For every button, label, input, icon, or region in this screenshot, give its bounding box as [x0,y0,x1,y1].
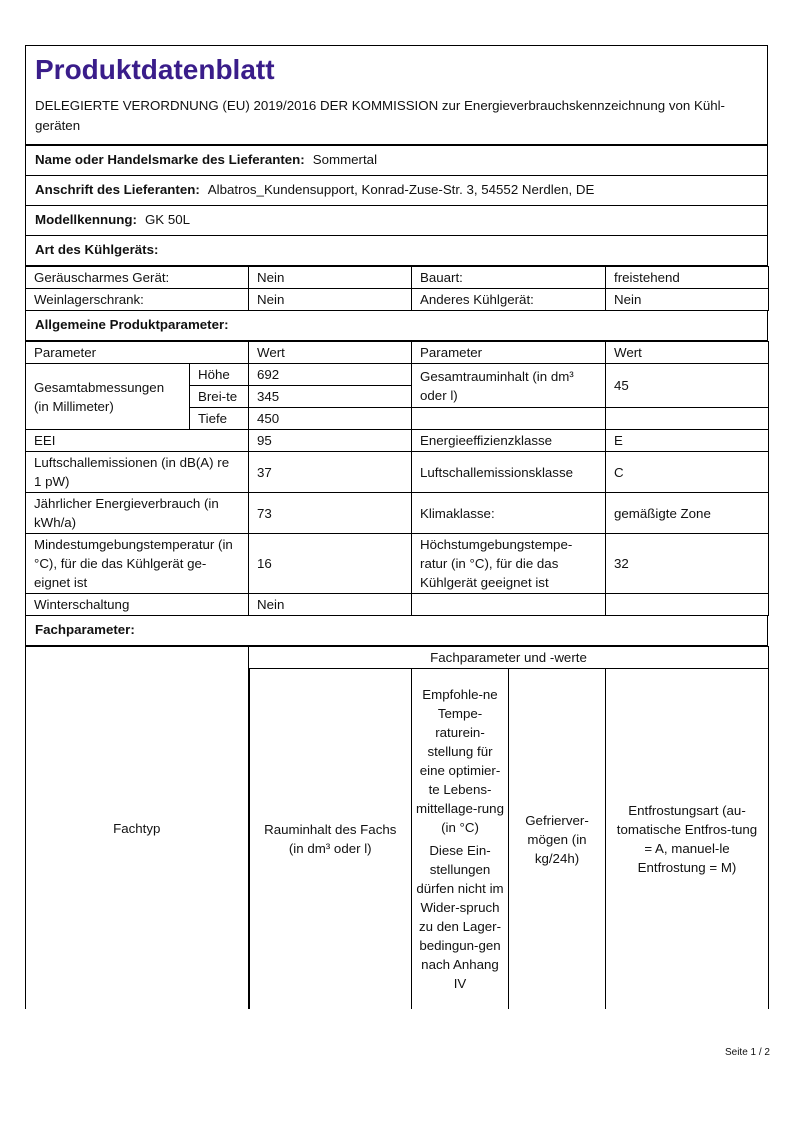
type-section-heading: Art des Kühlgeräts: [25,236,768,266]
type-key: Anderes Kühlgerät: [412,289,606,311]
page-title: Produktdatenblatt [35,54,275,85]
table-row [26,364,769,386]
param-key: Luftschallemissionen (in dB(A) re 1 pW) [26,452,249,493]
param-value: 37 [249,452,412,493]
address-label: Anschrift des Lieferanten: [35,182,200,197]
regulation-text: DELEGIERTE VERORDNUNG (EU) 2019/2016 DER KOMMISSION zur Energieverbrauchskennzeichnung von Kühl-geräten [26,94,767,145]
page-number: Seite 1 / 2 [724,1047,770,1058]
param-value [606,594,769,616]
height-label: Höhe [190,364,249,386]
fach-type-header: Fachtyp [26,647,249,1010]
temperature-header [412,669,509,1010]
general-table [25,341,769,616]
table-header-row [26,342,769,364]
type-key: Weinlagerschrank: [26,289,249,311]
param-key: Energieeffizienzklasse [412,430,606,452]
volume-value: 45 [606,364,769,408]
general-section-heading: Allgemeine Produktparameter: [25,311,768,341]
type-table [25,266,769,311]
type-value: freistehend [606,267,769,289]
fach-group-header: Fachparameter und -werte [249,647,769,669]
param-key: Klimaklasse: [412,493,606,534]
param-value: E [606,430,769,452]
model-value: GK 50L [144,212,191,227]
param-key: Luftschallemissionsklasse [412,452,606,493]
table-row [26,647,769,669]
param-value: C [606,452,769,493]
volume-header: Rauminhalt des Fachs (in dm³ oder l) [249,669,412,1010]
address-value: Albatros_Kundensupport, Konrad-Zuse-Str. 3, 54552 Nerdlen, DE [207,182,595,197]
type-value: Nein [606,289,769,311]
table-row [26,534,769,594]
freezing-capacity-header: Gefrierver-mögen (in kg/24h) [509,669,606,1010]
fach-section-heading: Fachparameter: [25,616,768,646]
width-label: Brei-te [190,386,249,408]
param-key: EEI [26,430,249,452]
table-row [26,493,769,534]
model-row [25,206,768,236]
param-value: 73 [249,493,412,534]
model-label: Modellkennung: [35,212,137,227]
empty-cell [606,408,769,430]
param-value: Nein [249,594,412,616]
address-row [25,176,768,206]
table-row [26,452,769,493]
column-header: Parameter [412,342,606,364]
param-key: Winterschaltung [26,594,249,616]
table-row [26,267,769,289]
param-value: gemäßigte Zone [606,493,769,534]
supplier-value: Sommertal [312,152,378,167]
volume-label: Gesamtrauminhalt (in dm³ oder l) [412,364,606,408]
table-row [26,594,769,616]
height-value: 692 [249,364,412,386]
column-header: Parameter [26,342,249,364]
param-value: 32 [606,534,769,594]
dimensions-label: Gesamtabmessungen (in Millimeter) [26,364,190,430]
depth-value: 450 [249,408,412,430]
supplier-row [25,146,768,176]
table-row [26,430,769,452]
width-value: 345 [249,386,412,408]
param-value: 16 [249,534,412,594]
depth-label: Tiefe [190,408,249,430]
param-key: Höchstumgebungstempe-ratur (in °C), für die das Kühlgerät geeignet ist [412,534,606,594]
param-value: 95 [249,430,412,452]
table-row [26,289,769,311]
defrost-type-header: Entfrostungsart (au-tomatische Entfros-tung = A, manuel-le Entfrostung = M) [606,669,769,1010]
type-key: Geräuscharmes Gerät: [26,267,249,289]
fach-table [25,646,769,1009]
type-value: Nein [249,267,412,289]
param-key: Jährlicher Energieverbrauch (in kWh/a) [26,493,249,534]
header-box [25,45,768,146]
column-header: Wert [249,342,412,364]
type-key: Bauart: [412,267,606,289]
param-key: Mindestumgebungstemperatur (in °C), für die das Kühlgerät ge-eignet ist [26,534,249,594]
supplier-label: Name oder Handelsmarke des Lieferanten: [35,152,305,167]
type-value: Nein [249,289,412,311]
temperature-text: Empfohle-ne Tempe-raturein-stellung für eine optimier-te Lebens-mittellage-rung (in °C) [416,687,504,835]
column-header: Wert [606,342,769,364]
empty-cell [412,408,606,430]
temperature-note: Diese Ein-stellungen dürfen nicht im Wider-spruch zu den Lager-bedingun-gen nach Anhang IV [416,843,504,991]
param-key [412,594,606,616]
